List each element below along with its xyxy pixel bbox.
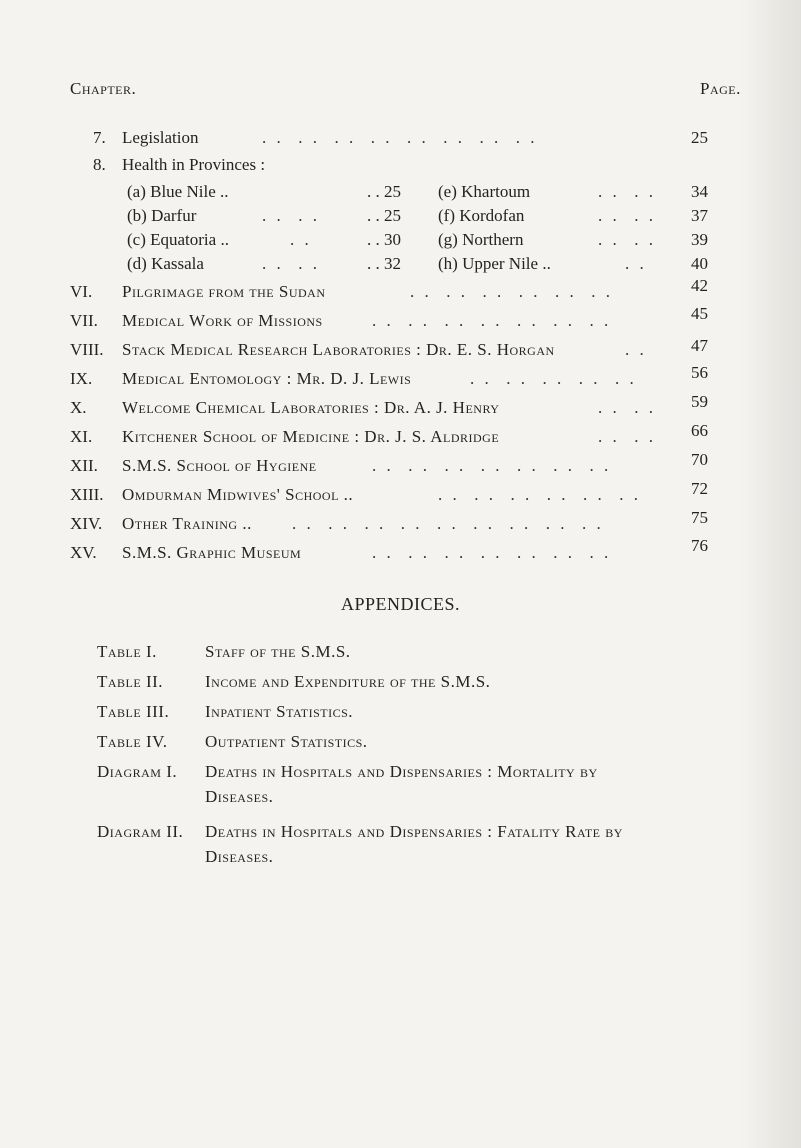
chapter-title: S.M.S. Graphic Museum [122, 543, 302, 562]
page-number: 39 [691, 230, 708, 249]
chapter-numeral: XIV. [70, 514, 103, 533]
leader-dots: . . . . . . . . . . . . . . [372, 311, 612, 330]
appendix-title: Inpatient Statistics. [205, 702, 354, 721]
chapter-numeral: IX. [70, 369, 93, 388]
province-page: . . 25 [367, 206, 401, 225]
appendix-title: Deaths in Hospitals and Dispensaries : Mortality by [205, 762, 598, 781]
page-number: 47 [691, 336, 708, 355]
province-label: (g) Northern [438, 230, 524, 249]
leader-dots: . . . . [262, 254, 320, 273]
page-number: 72 [691, 479, 708, 498]
page-column-label: Page. [700, 79, 741, 98]
page-number: 37 [691, 206, 708, 225]
leader-dots: . . . . . . . . . . . . . . . . [262, 128, 538, 147]
chapter-title: Pilgrimage from the Sudan [122, 282, 326, 301]
page-number: 56 [691, 363, 708, 382]
page-number: 59 [691, 392, 708, 411]
appendices-heading: APPENDICES. [340, 594, 461, 614]
leader-dots: . . [290, 230, 312, 249]
chapter-numeral: XIII. [70, 485, 104, 504]
province-label: (c) Equatoria .. [127, 230, 229, 249]
chapter-numeral: VIII. [70, 340, 104, 359]
chapter-numeral: VI. [70, 282, 93, 301]
appendix-label: Diagram II. [97, 822, 184, 841]
appendix-label: Table III. [97, 702, 170, 721]
leader-dots: . . . . [598, 206, 656, 225]
chapter-numeral: X. [70, 398, 87, 417]
chapter-title: S.M.S. School of Hygiene [122, 456, 317, 475]
leader-dots: . . . . [598, 230, 656, 249]
province-label: (e) Khartoum [438, 182, 531, 201]
chapter-title: Omdurman Midwives' School .. [122, 485, 354, 504]
page-number: 45 [691, 304, 708, 323]
page-edge-shadow [741, 0, 801, 1148]
chapter-title: Stack Medical Research Laboratories : Dr. E. S. Horgan [122, 340, 555, 359]
page-number: 42 [691, 276, 708, 295]
chapter-numeral: XII. [70, 456, 98, 475]
entry-title-provinces: Health in Provinces : [122, 155, 266, 174]
chapter-numeral: XI. [70, 427, 93, 446]
entry-number: 7. [93, 128, 106, 147]
page-number: 34 [691, 182, 708, 201]
province-page: . . 30 [367, 230, 401, 249]
province-label: (d) Kassala [127, 254, 204, 273]
chapter-title: Medical Work of Missions [122, 311, 323, 330]
leader-dots: . . . . . . . . . . . . . . [372, 543, 612, 562]
province-label: (f) Kordofan [438, 206, 525, 225]
leader-dots: . . . . . . . . . . . . [438, 485, 641, 504]
page-number: 76 [691, 536, 708, 555]
page-number: 66 [691, 421, 708, 440]
chapter-title: Other Training .. [122, 514, 252, 533]
chapter-column-label: Chapter. [70, 79, 137, 98]
leader-dots: . . . . . . . . . . . . . . [372, 456, 612, 475]
page-number: 40 [691, 254, 708, 273]
chapter-title: Medical Entomology : Mr. D. J. Lewis [122, 369, 412, 388]
entry-number: 8. [93, 155, 106, 174]
leader-dots: . . [625, 254, 647, 273]
province-label: (h) Upper Nile .. [438, 254, 551, 273]
leader-dots: . . . . [598, 398, 656, 417]
appendix-title-continued: Diseases. [205, 847, 274, 866]
leader-dots: . . . . [598, 182, 656, 201]
appendix-label: Table IV. [97, 732, 168, 751]
leader-dots: . . . . . . . . . . [470, 369, 637, 388]
appendix-title: Income and Expenditure of the S.M.S. [205, 672, 491, 691]
province-page: . . 32 [367, 254, 401, 273]
leader-dots: . . . . [262, 206, 320, 225]
leader-dots: . . [625, 340, 647, 359]
chapter-numeral: VII. [70, 311, 98, 330]
province-label: (a) Blue Nile .. [127, 182, 229, 201]
appendix-title: Staff of the S.M.S. [205, 642, 351, 661]
appendix-label: Table II. [97, 672, 164, 691]
province-page: . . 25 [367, 182, 401, 201]
leader-dots: . . . . . . . . . . . . . . . . . . [292, 514, 604, 533]
chapter-title: Kitchener School of Medicine : Dr. J. S. Aldridge [122, 427, 500, 446]
page-number: 70 [691, 450, 708, 469]
appendix-title-continued: Diseases. [205, 787, 274, 806]
chapter-numeral: XV. [70, 543, 97, 562]
page-number: 75 [691, 508, 708, 527]
appendix-label: Diagram I. [97, 762, 178, 781]
leader-dots: . . . . . . . . . . . . [410, 282, 613, 301]
page-number: 25 [691, 128, 708, 147]
appendix-title: Outpatient Statistics. [205, 732, 368, 751]
appendix-title: Deaths in Hospitals and Dispensaries : Fatality Rate by [205, 822, 623, 841]
appendix-label: Table I. [97, 642, 157, 661]
chapter-title: Welcome Chemical Laboratories : Dr. A. J. Henry [122, 398, 500, 417]
province-label: (b) Darfur [127, 206, 197, 225]
leader-dots: . . . . [598, 427, 656, 446]
entry-title-legislation: Legislation [122, 128, 199, 147]
